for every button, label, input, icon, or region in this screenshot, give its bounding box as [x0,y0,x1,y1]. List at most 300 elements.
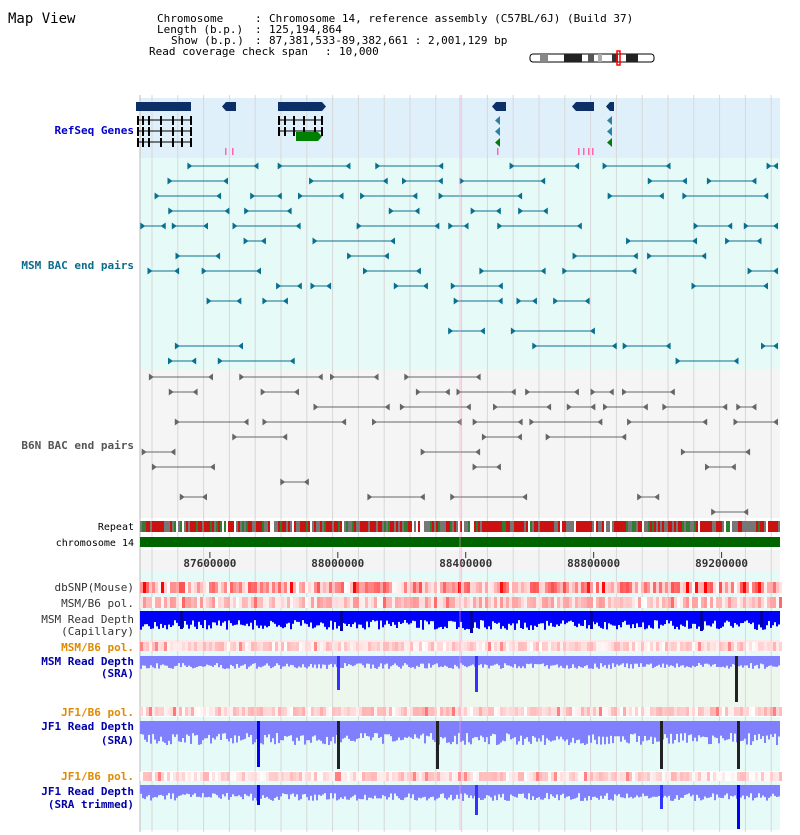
snp-density-cell [146,707,149,716]
snp-density-cell [386,772,389,781]
read-depth-bar [662,611,664,626]
read-depth-bar [508,721,510,734]
repeat-segment [284,521,286,532]
gene-tick[interactable] [497,148,499,155]
read-depth-bar [360,656,362,664]
repeat-segment [176,521,178,532]
read-depth-bar [298,611,300,622]
gene-exon[interactable] [284,127,286,136]
snp-density-cell [515,597,518,608]
gene-tick[interactable] [592,148,594,155]
snp-density-cell [773,772,776,781]
read-depth-bar [362,656,364,665]
snp-density-cell [398,772,401,781]
snp-density-cell [257,772,260,781]
read-depth-bar [726,721,728,740]
repeat-segment [636,521,638,532]
snp-density-cell [548,772,551,781]
repeat-segment [398,521,400,532]
read-depth-bar [314,721,316,735]
snp-density-cell [269,597,272,608]
read-depth-bar [322,721,324,744]
read-depth-bar [246,721,248,733]
gene-exon[interactable] [172,138,174,147]
read-depth-bar [502,611,504,626]
read-depth-bar [336,611,338,629]
read-depth-bar [606,611,608,629]
read-depth-bar [536,656,538,664]
snp-density-cell [410,642,413,651]
gene-exon[interactable] [303,116,305,125]
snp-density-cell [320,642,323,651]
snp-density-cell [746,707,749,716]
read-depth-bar [206,656,208,665]
snp-density-cell [332,597,335,608]
read-depth-bar [548,656,550,669]
gene-exon[interactable] [278,127,280,136]
snp-density-cell [383,642,386,651]
read-depth-bar [690,611,692,628]
snp-density-cell [338,772,341,781]
snp-density-cell [206,707,209,716]
snp-density-cell [563,597,566,608]
read-depth-bar [646,785,648,796]
snp-density-cell [725,582,728,593]
read-depth-bar [466,785,468,795]
repeat-segment [468,521,470,532]
snp-density-cell [254,642,257,651]
read-depth-bar [776,656,778,667]
read-depth-bar [198,785,200,797]
read-depth-bar [464,611,466,630]
read-depth-bar [592,721,594,734]
snp-density-cell [209,707,212,716]
read-depth-bar [378,721,380,738]
read-depth-bar [390,656,392,666]
gene-exon[interactable] [142,116,144,125]
read-depth-bar [546,785,548,793]
read-depth-bar [544,611,546,630]
read-depth-bar [452,721,454,742]
gene-exon[interactable] [148,138,150,147]
repeat-segment [320,521,322,532]
repeat-segment [556,521,558,532]
repeat-segment [212,521,214,532]
snp-density-cell [263,772,266,781]
repeat-segment [708,521,710,532]
read-depth-bar [396,656,398,666]
read-depth-bar [750,656,752,663]
read-depth-bar [724,721,726,740]
snp-density-cell [779,582,782,593]
chromosome-ideogram-icon[interactable] [530,51,654,65]
header-sep-span: : [325,45,332,58]
read-depth-bar [456,611,458,629]
read-depth-bar [144,611,146,624]
snp-density-cell [320,582,323,593]
gene-exon[interactable] [190,127,192,136]
read-depth-bar [254,785,256,798]
read-depth-bar [548,721,550,740]
read-depth-bar [730,785,732,796]
snp-density-cell [455,707,458,716]
snp-density-cell [413,772,416,781]
read-depth-bar [496,656,498,664]
snp-density-cell [455,582,458,593]
snp-density-cell [767,642,770,651]
read-depth-bar [712,721,714,736]
snp-density-cell [635,772,638,781]
read-depth-bar [246,611,248,624]
snp-density-cell [317,642,320,651]
snp-density-cell [353,597,356,608]
gene-exon[interactable] [321,116,323,125]
read-depth-bar [244,611,246,626]
snp-density-cell [704,642,707,651]
snp-density-cell [770,707,773,716]
read-depth-bar [504,656,506,663]
repeat-segment [716,521,718,532]
read-depth-bar [556,785,558,795]
read-depth-bar [574,785,576,799]
repeat-segment [182,521,184,532]
snp-density-cell [575,772,578,781]
snp-density-cell [287,707,290,716]
read-depth-bar [500,721,502,743]
read-depth-bar [440,611,442,627]
read-depth-bar [496,785,498,800]
read-depth-bar [664,785,666,796]
read-depth-bar [246,656,248,669]
snp-density-cell [554,597,557,608]
read-depth-bar [696,721,698,741]
gene-tick[interactable] [225,148,227,155]
repeat-segment [352,521,354,532]
read-depth-bar [534,611,536,626]
read-depth-bar [168,721,170,741]
read-depth-bar [692,611,694,624]
snp-density-cell [302,642,305,651]
read-depth-bar [232,721,234,743]
read-depth-bar [372,656,374,665]
read-depth-bar [350,611,352,627]
snp-density-cell [233,642,236,651]
snp-density-cell [560,707,563,716]
gene-exon[interactable] [172,127,174,136]
track-label-b6n-bac[interactable]: B6N BAC end pairs [21,439,134,452]
read-depth-bar [472,656,474,665]
read-depth-bar [634,721,636,734]
snp-density-cell [368,772,371,781]
snp-density-cell [350,772,353,781]
snp-density-cell [266,772,269,781]
repeat-segment [440,521,442,532]
snp-density-cell [152,642,155,651]
read-depth-bar [412,656,414,667]
repeat-segment [554,521,556,532]
repeat-segment [380,521,382,532]
repeat-segment [466,521,468,532]
read-depth-spike [257,721,260,767]
read-depth-bar [602,611,604,629]
snp-density-cell [587,597,590,608]
snp-density-cell [392,642,395,651]
read-depth-bar [752,721,754,741]
read-depth-bar [334,656,336,664]
gene-tick[interactable] [588,148,590,155]
repeat-segment [430,521,432,532]
read-depth-bar [630,785,632,797]
repeat-segment [146,521,148,532]
read-depth-bar [622,656,624,663]
read-depth-bar [262,721,264,744]
read-depth-bar [740,611,742,623]
snp-density-cell [482,582,485,593]
snp-density-cell [677,582,680,593]
snp-density-cell [410,707,413,716]
read-depth-bar [584,656,586,666]
read-depth-bar [518,611,520,620]
gene-exon[interactable] [190,116,192,125]
gene-exon[interactable] [181,138,183,147]
read-depth-bar [226,611,228,630]
repeat-segment [526,521,528,532]
repeat-segment [286,521,288,532]
read-depth-bar [444,785,446,798]
gene-exon[interactable] [284,116,286,125]
repeat-segment [578,521,580,532]
read-depth-bar [328,721,330,745]
snp-density-cell [587,642,590,651]
snp-density-cell [680,582,683,593]
gene-exon[interactable] [181,127,183,136]
snp-density-cell [356,597,359,608]
read-depth-bar [550,611,552,623]
read-depth-bar [444,611,446,627]
snp-density-cell [347,707,350,716]
read-depth-bar [560,721,562,737]
read-depth-bar [372,785,374,799]
track-label-msm-bac[interactable]: MSM BAC end pairs [21,259,134,272]
gene-block[interactable] [572,102,594,111]
repeat-segment [686,521,688,532]
read-depth-bar [774,721,776,734]
read-depth-bar [590,721,592,743]
read-depth-bar [280,785,282,796]
repeat-segment [368,521,370,532]
snp-density-cell [182,772,185,781]
snp-density-cell [377,597,380,608]
gene-exon[interactable] [137,127,139,136]
repeat-segment [168,521,170,532]
repeat-segment [350,521,352,532]
snp-density-cell [674,707,677,716]
gene-exon[interactable] [278,116,280,125]
gene-exon[interactable] [321,127,323,136]
read-depth-bar [236,721,238,743]
read-depth-bar [286,611,288,624]
read-depth-bar [618,785,620,794]
read-depth-bar [390,721,392,736]
read-depth-bar [764,785,766,797]
read-depth-bar [512,721,514,738]
read-depth-bar [554,656,556,665]
snp-density-cell [269,772,272,781]
read-depth-bar [446,656,448,667]
gene-tick[interactable] [583,148,585,155]
read-depth-bar [618,611,620,625]
read-depth-bar [210,785,212,798]
read-depth-bar [640,611,642,627]
gene-exon[interactable] [160,138,162,147]
snp-density-cell [275,707,278,716]
snp-density-cell [251,582,254,593]
snp-density-cell [398,582,401,593]
snp-density-cell [152,597,155,608]
gene-exon[interactable] [142,138,144,147]
snp-density-cell [566,707,569,716]
snp-density-cell [233,597,236,608]
snp-density-cell [374,642,377,651]
gene-exon[interactable] [148,116,150,125]
read-depth-bar [610,721,612,736]
snp-density-cell [404,642,407,651]
gene-block[interactable] [136,102,191,111]
repeat-segment [506,521,508,532]
repeat-segment [624,521,626,532]
gene-exon[interactable] [148,127,150,136]
repeat-segment [762,521,764,532]
gene-exon[interactable] [137,116,139,125]
read-depth-bar [434,611,436,629]
read-depth-bar [446,785,448,800]
read-depth-bar [370,721,372,740]
snp-density-cell [731,582,734,593]
snp-density-cell [221,707,224,716]
gene-block[interactable] [278,102,326,111]
repeat-segment [498,521,500,532]
snp-density-cell [440,642,443,651]
repeat-segment [750,521,752,532]
read-depth-bar [400,721,402,740]
snp-density-cell [494,582,497,593]
read-depth-bar [582,785,584,801]
snp-density-cell [557,582,560,593]
snp-density-cell [362,597,365,608]
read-depth-bar [324,656,326,665]
read-depth-bar [740,656,742,665]
read-depth-bar [718,656,720,667]
repeat-segment [756,521,758,532]
snp-density-cell [623,642,626,651]
read-depth-bar [154,611,156,622]
read-depth-bar [698,721,700,735]
gene-exon[interactable] [160,127,162,136]
gene-block-green[interactable] [296,132,318,141]
repeat-segment [576,521,578,532]
read-depth-bar [358,721,360,738]
gene-exon[interactable] [293,116,295,125]
gene-exon[interactable] [172,116,174,125]
read-depth-bar [756,721,758,740]
repeat-segment [768,521,770,532]
read-depth-bar [312,656,314,668]
snp-density-cell [386,707,389,716]
gene-exon[interactable] [160,116,162,125]
read-depth-bar [560,785,562,795]
snp-density-cell [602,642,605,651]
track-label-refseq[interactable]: RefSeq Genes [54,124,134,137]
read-depth-bar [194,656,196,668]
repeat-segment [584,521,586,532]
repeat-segment [178,521,180,532]
repeat-segment [562,521,564,532]
read-depth-bar [604,656,606,665]
read-depth-bar [282,721,284,740]
snp-density-cell [362,642,365,651]
repeat-segment [462,521,464,532]
snp-density-cell [746,772,749,781]
snp-density-cell [581,597,584,608]
snp-density-cell [215,582,218,593]
gene-exon[interactable] [293,127,295,136]
read-depth-bar [738,611,740,627]
gene-tick[interactable] [232,148,234,155]
read-depth-bar [170,656,172,668]
snp-density-cell [539,772,542,781]
gene-tick[interactable] [578,148,580,155]
repeat-segment [268,521,270,532]
gene-exon[interactable] [137,138,139,147]
repeat-segment [476,521,478,532]
snp-density-cell [341,772,344,781]
snp-density-cell [749,642,752,651]
snp-density-cell [626,642,629,651]
snp-density-cell [188,597,191,608]
read-depth-bar [406,656,408,665]
snp-density-cell [551,642,554,651]
read-depth-bar [174,611,176,620]
snp-density-cell [317,597,320,608]
read-depth-bar [334,721,336,744]
snp-density-cell [509,772,512,781]
snp-density-cell [587,772,590,781]
gene-exon[interactable] [181,116,183,125]
snp-density-cell [479,772,482,781]
read-depth-spike [737,721,740,769]
gene-exon[interactable] [142,127,144,136]
snp-density-cell [482,772,485,781]
snp-density-cell [650,707,653,716]
read-depth-bar [588,721,590,735]
snp-density-cell [359,707,362,716]
snp-density-cell [584,642,587,651]
snp-density-cell [707,642,710,651]
snp-density-cell [578,772,581,781]
repeat-segment [308,521,310,532]
snp-density-cell [626,597,629,608]
read-depth-bar [632,611,634,624]
read-depth-bar [418,721,420,739]
gene-exon[interactable] [314,116,316,125]
snp-density-cell [614,597,617,608]
read-depth-bar [152,656,154,667]
read-depth-bar [358,785,360,799]
repeat-segment [548,521,550,532]
gene-exon[interactable] [190,138,192,147]
repeat-segment [658,521,660,532]
read-depth-bar [208,721,210,735]
